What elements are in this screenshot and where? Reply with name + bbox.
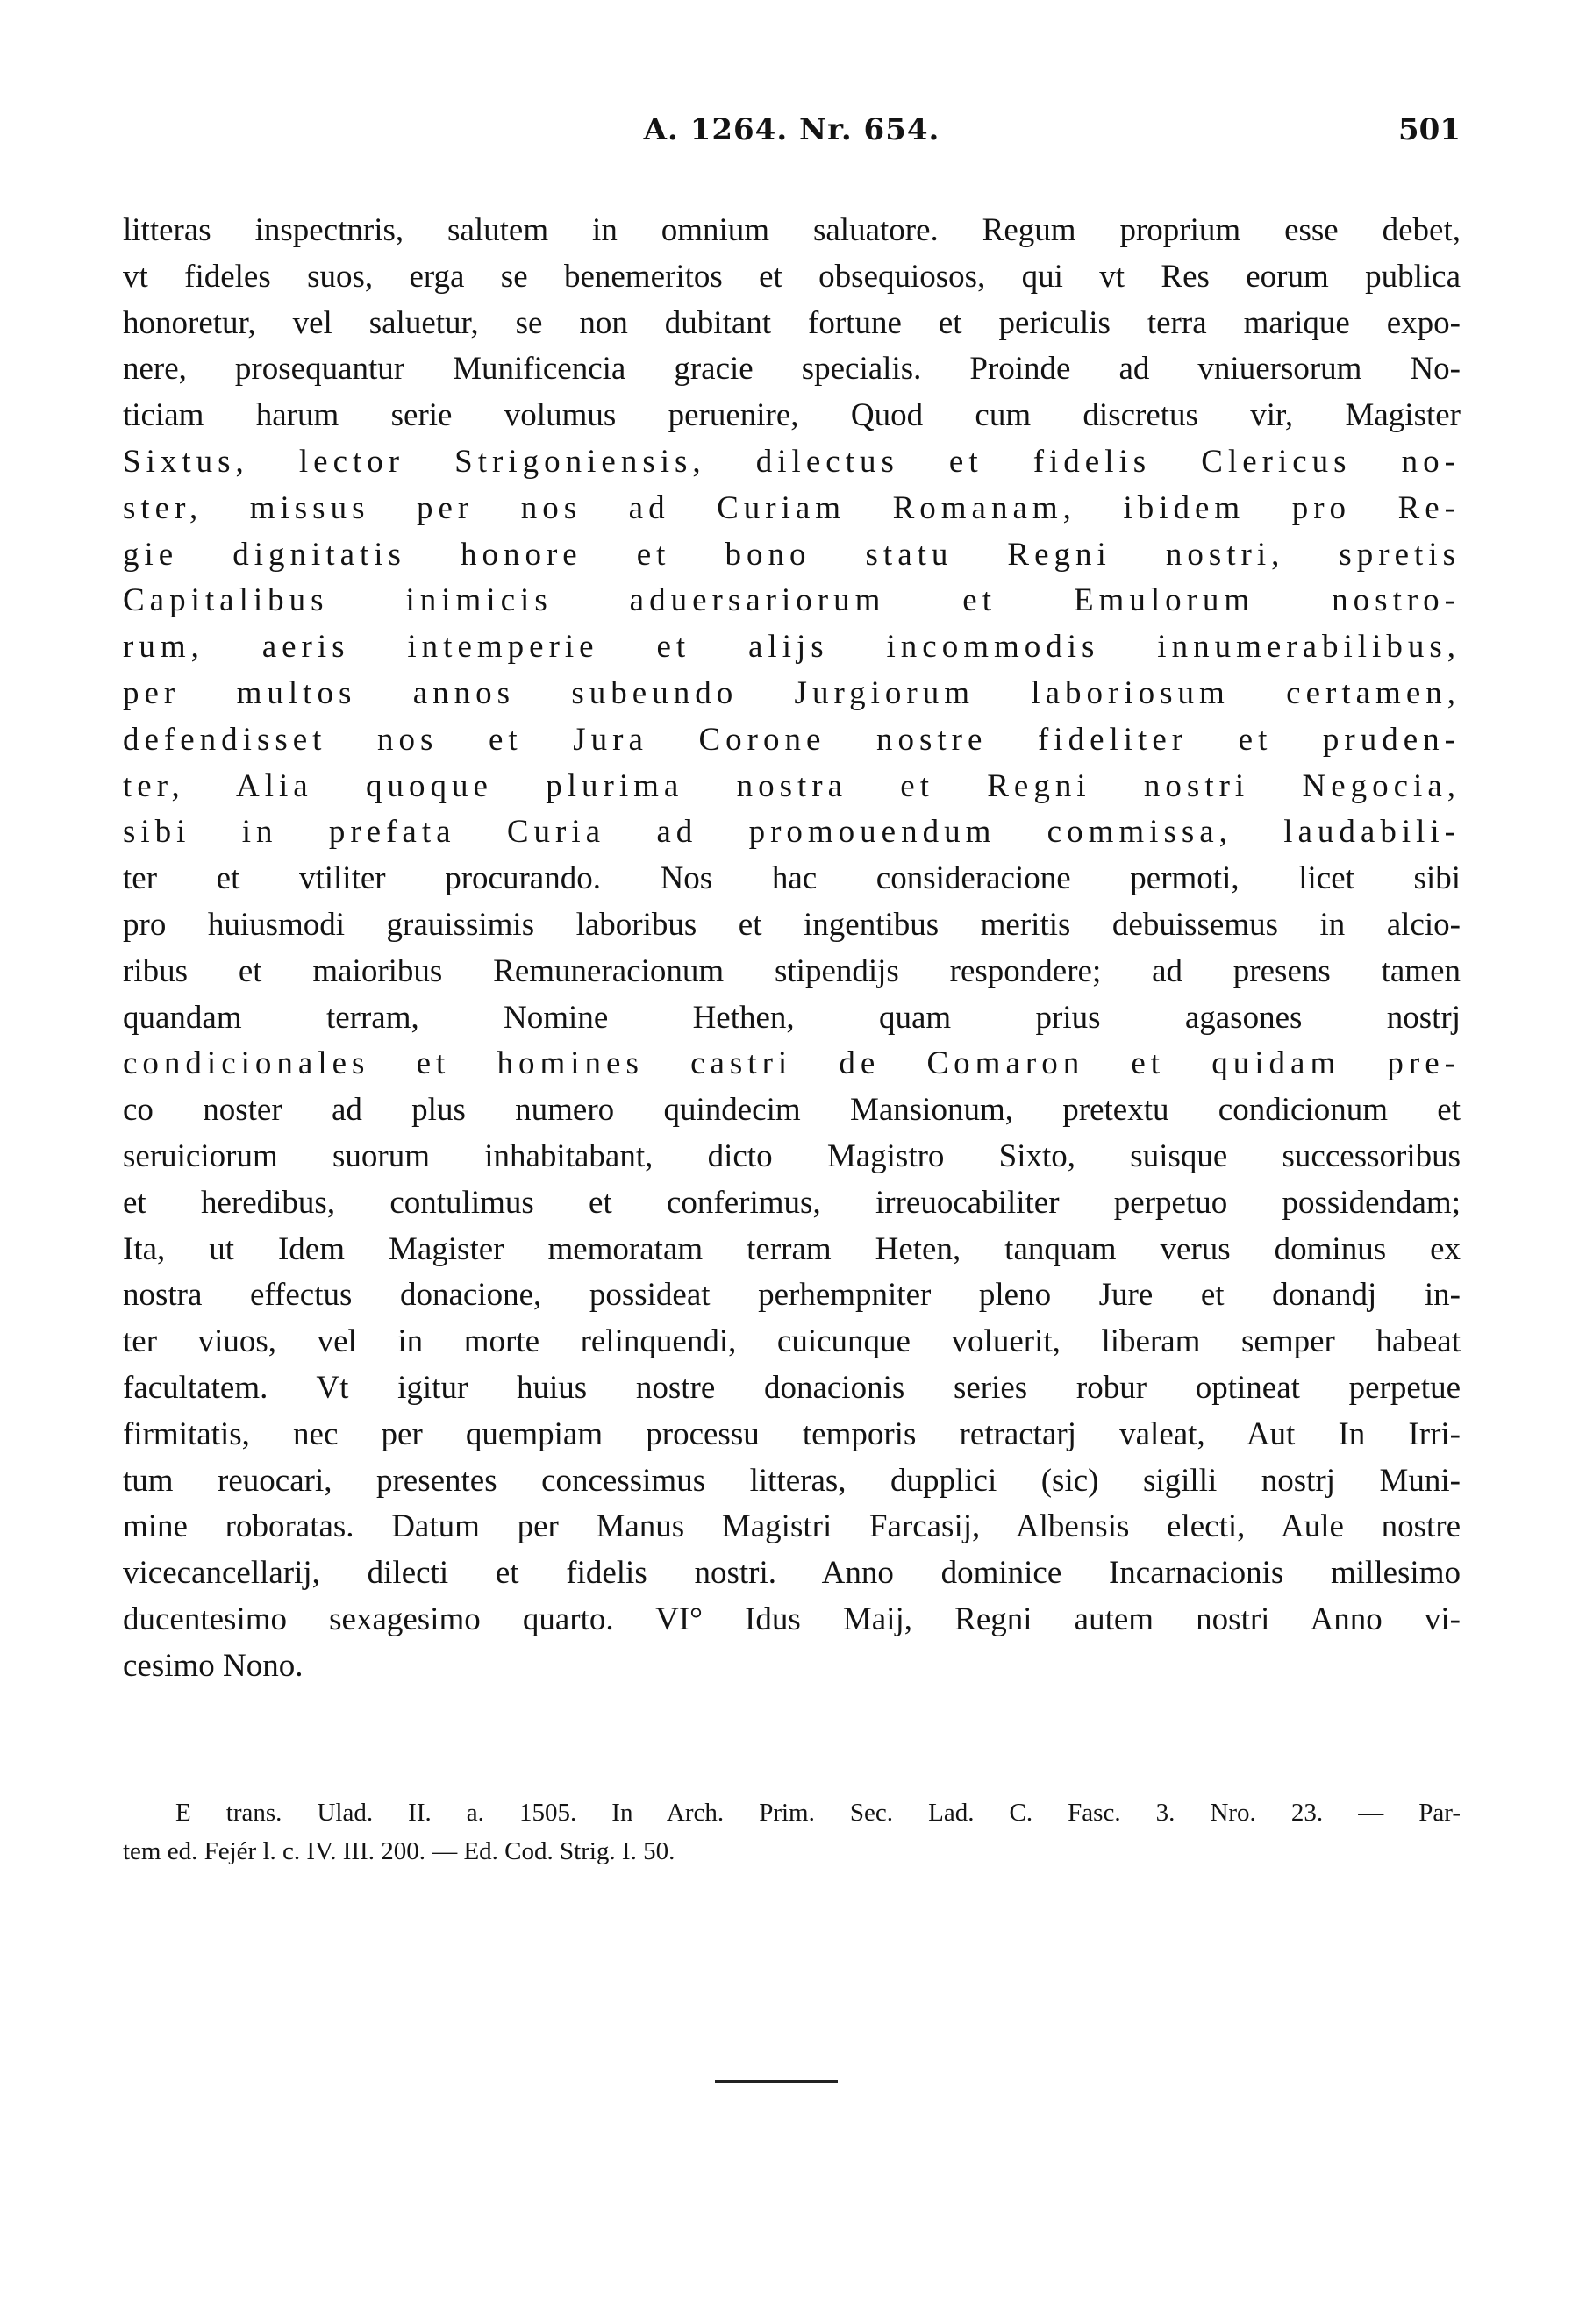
text-line: pro huiusmodi grauissimis laboribus et ingentibus meritis debuissemus in alcio- [123,906,1461,943]
running-head [123,112,1461,156]
text-line: et heredibus, contulimus et conferimus, irreuocabiliter perpetuo possidendam; [123,1184,1461,1221]
source-note [123,1793,1461,1871]
source-note-line: E trans. Ulad. II. a. 1505. In Arch. Prim. Sec. Lad. C. Fasc. 3. Nro. 23. — Par- [175,1799,1461,1827]
text-line: seruiciorum suorum inhabitabant, dicto Magistro Sixto, suisque successoribus [123,1137,1461,1174]
text-line: facultatem. Vt igitur huius nostre donacionis series robur optineat perpetue [123,1369,1461,1406]
text-line: ster, missus per nos ad Curiam Romanam, ibidem pro Re- [123,489,1461,526]
text-line: litteras inspectnris, salutem in omnium saluatore. Regum proprium esse debet, [123,212,1461,248]
source-note-line: tem ed. Fejér l. c. IV. III. 200. — Ed. Cod. Strig. I. 50. [123,1837,675,1865]
text-line: ter et vtiliter procurando. Nos hac consideracione permoti, licet sibi [123,860,1461,897]
text-line: gie dignitatis honore et bono statu Regni nostri, spretis [123,536,1461,573]
text-line: firmitatis, nec per quempiam processu temporis retractarj valeat, Aut In Irri- [123,1415,1461,1452]
text-line: ticiam harum serie volumus peruenire, Quod cum discretus vir, Magister [123,397,1461,434]
text-line: nere, prosequantur Munificencia gracie specialis. Proinde ad vniuersorum No- [123,351,1461,388]
text-line: nostra effectus donacione, possideat perhempniter pleno Jure et donandj in- [123,1277,1461,1314]
text-line: defendisset nos et Jura Corone nostre fideliter et pruden- [123,721,1461,758]
section-divider [715,2080,838,2083]
text-line: co noster ad plus numero quindecim Mansionum, pretextu condicionum et [123,1092,1461,1129]
text-line: ter, Alia quoque plurima nostra et Regni nostri Negocia, [123,767,1461,804]
text-line: tum reuocari, presentes concessimus litteras, dupplici (sic) sigilli nostrj Muni- [123,1462,1461,1499]
text-line: vt fideles suos, erga se benemeritos et obsequiosos, qui vt Res eorum publica [123,258,1461,295]
text-line: per multos annos subeundo Jurgiorum laboriosum certamen, [123,674,1461,711]
text-line: ribus et maioribus Remuneracionum stipendijs respondere; ad presens tamen [123,952,1461,989]
text-line: cesimo Nono. [123,1647,304,1684]
text-line: Ita, ut Idem Magister memoratam terram Heten, tanquam verus dominus ex [123,1230,1461,1267]
text-line: ter viuos, vel in morte relinquendi, cuicunque voluerit, liberam semper habeat [123,1323,1461,1360]
text-line: quandam terram, Nomine Hethen, quam prius agasones nostrj [123,999,1461,1036]
text-line: Sixtus, lector Strigoniensis, dilectus et fidelis Clericus no- [123,443,1461,480]
text-line: vicecancellarij, dilecti et fidelis nostri. Anno dominice Incarnacionis millesimo [123,1555,1461,1592]
text-line: sibi in prefata Curia ad promouendum commissa, laudabili- [123,814,1461,851]
text-line: rum, aeris intemperie et alijs incommodis innumerabilibus, [123,629,1461,666]
charter-text [123,208,1461,1690]
text-line: ducentesimo sexagesimo quarto. VI° Idus Maij, Regni autem nostri Anno vi- [123,1600,1461,1637]
running-title: A. 1264. Nr. 654. [643,112,940,147]
text-line: mine roboratas. Datum per Manus Magistri Farcasij, Albensis electi, Aule nostre [123,1508,1461,1545]
text-line: Capitalibus inimicis aduersariorum et Emulorum nostro- [123,582,1461,619]
page-number: 501 [1398,112,1461,147]
text-line: condicionales et homines castri de Comaron et quidam pre- [123,1045,1461,1082]
text-line: honoretur, vel saluetur, se non dubitant fortune et periculis terra marique expo- [123,304,1461,341]
